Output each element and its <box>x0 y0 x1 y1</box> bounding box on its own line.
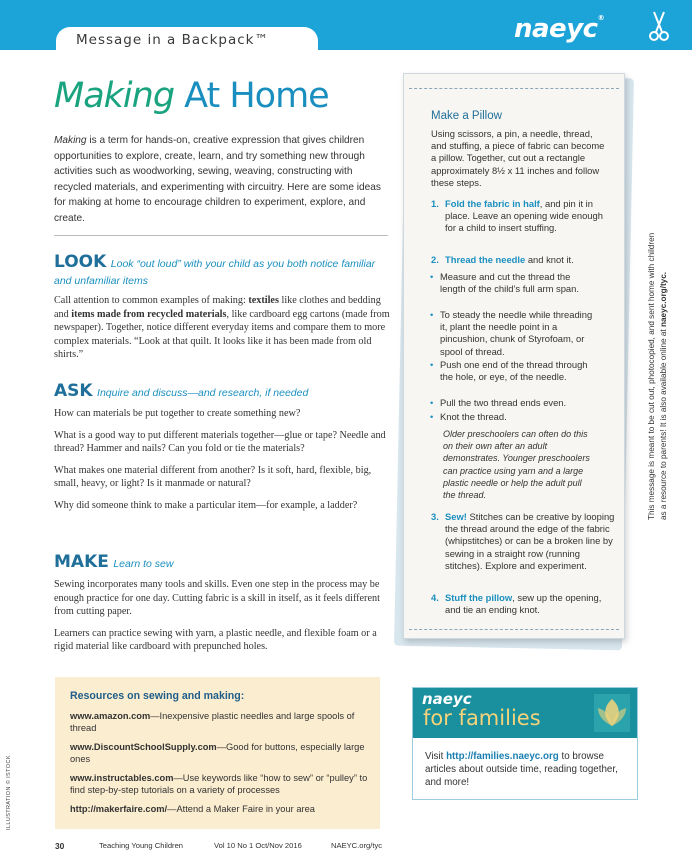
intro-paragraph: Making is a term for hands-on, creative expression that gives children opportunities to explore, create, learn, and try something new through activities such as woodworking, sewing, weaving, constructing with recycled materials, and experimenting with circuitry. Here are some ideas for making at home to encourage children to experiment, explore, and create. <box>54 135 381 224</box>
issue-info: Vol 10 No 1 Oct/Nov 2016 <box>214 841 302 850</box>
publication-name: Teaching Young Children <box>99 841 184 850</box>
make-body: Sewing incorporates many tools and skills. Even one step in the process may be enough practice for one day. Cutting fabric is a skill in itself, as it feels different from cutting paper. Learners can practice sewing with yarn, a plastic needle, and flexible foam or a rigid material like cardboard with prepunched holes. <box>54 579 380 653</box>
pillow-bullet: • Knot the thread. <box>440 411 598 423</box>
families-text: Visit http://families.naeyc.org to browse articles about outside time, reading together, and more! <box>425 751 618 788</box>
illustration-credit: ILLUSTRATION © ISTOCK <box>6 755 12 830</box>
pillow-bullet: • Push one end of the thread through the hole, or eye, of the needle. <box>440 359 598 383</box>
cutout-note-url: naeyc.org/tyc. <box>659 271 668 328</box>
stitch-line <box>409 629 619 630</box>
resource-item: www.amazon.com—Inexpensive plastic needles and large spools of thread <box>70 711 355 733</box>
families-brand: naeyc <box>422 690 472 708</box>
pillow-bullet: • To steady the needle while threading it, plant the needle point in a pincushion, chunk of Styrofoam, or spool of thread. <box>440 309 598 358</box>
footer-site: NAEYC.org/tyc <box>331 841 383 850</box>
page-title: Making At Home <box>54 76 329 116</box>
families-link[interactable]: http://families.naeyc.org <box>446 751 559 762</box>
ask-body <box>54 407 390 521</box>
series-tab: Message in a Backpack™ <box>56 27 318 53</box>
look-heading: LOOK Look “out loud” with your child as you both notice familiar and unfamiliar items <box>54 252 376 287</box>
resource-link[interactable]: www.amazon.com <box>70 711 151 721</box>
logo-text: naeyc <box>514 14 598 44</box>
pillow-bullet: • Measure and cut the thread the length of the child’s full arm span. <box>440 271 598 295</box>
resource-link[interactable]: www.instructables.com <box>70 773 174 783</box>
resource-link[interactable]: www.DiscountSchoolSupply.com <box>70 742 217 752</box>
pillow-bullet: • Pull the two thread ends even. <box>440 397 598 409</box>
scissors-icon <box>649 10 669 42</box>
ask-question: What is a good way to put different materials together—glue or tape? Needle and thread? Hammer and nails? Can you fold or tie the materials? <box>54 429 386 455</box>
resources-title: Resources on sewing and making: <box>70 690 245 702</box>
make-heading: MAKE Learn to sew <box>54 552 174 572</box>
resource-item: www.instructables.com—Use keywords like “how to sew” or “pulley” to find step-by-step tutorials on a variety of processes <box>70 773 368 795</box>
pillow-intro: Using scissors, a pin, a needle, thread, and stuffing, a piece of fabric can become a pillow. Together, cut out a rectangle approximately 8½ x 11 inches and follow these steps. <box>431 128 605 188</box>
ask-heading: ASK Inquire and discuss—and research, if needed <box>54 381 309 401</box>
resource-item: www.DiscountSchoolSupply.com—Good for buttons, especially large ones <box>70 742 365 764</box>
ask-question: Why did someone think to make a particular item—for example, a ladder? <box>54 499 358 511</box>
ask-question: How can materials be put together to create something new? <box>54 408 301 419</box>
stitch-line <box>409 88 619 89</box>
pillow-title: Make a Pillow <box>431 110 502 122</box>
resource-item: http://makerfaire.com/—Attend a Maker Faire in your area <box>70 804 315 814</box>
ask-question: What makes one material different from another? Is it soft, hard, flexible, big, small, heavy, or light? Is it manmade or natural? <box>54 464 372 490</box>
page-number: 30 <box>55 841 65 851</box>
cutout-note-line1: This message is meant to be cut out, photocopied, and sent home with children <box>647 232 656 520</box>
cutout-note-line2: as a resource to parents! It is also available online at naeyc.org/tyc. <box>659 271 668 520</box>
divider <box>54 235 388 236</box>
naeyc-logo: naeyc® <box>514 14 605 44</box>
cutout-note <box>646 100 670 520</box>
resource-link[interactable]: http://makerfaire.com/ <box>70 804 168 814</box>
leaf-icon <box>594 694 630 732</box>
families-tagline: for families <box>423 706 541 730</box>
pillow-note: Older preschoolers can often do this on their own after an adult demonstrates. Younger preschoolers can practice using yarn and a large plastic needle or help the adult pull the thread. <box>443 429 590 501</box>
look-body: Call attention to common examples of making: textiles like clothes and bedding and items made from recycled materials, like cardboard egg cartons (made from newspaper). Together, notice different everyday items and compare them to more complex materials. “Look at that quilt. It looks like it has been made from old shirts.” <box>54 295 390 361</box>
